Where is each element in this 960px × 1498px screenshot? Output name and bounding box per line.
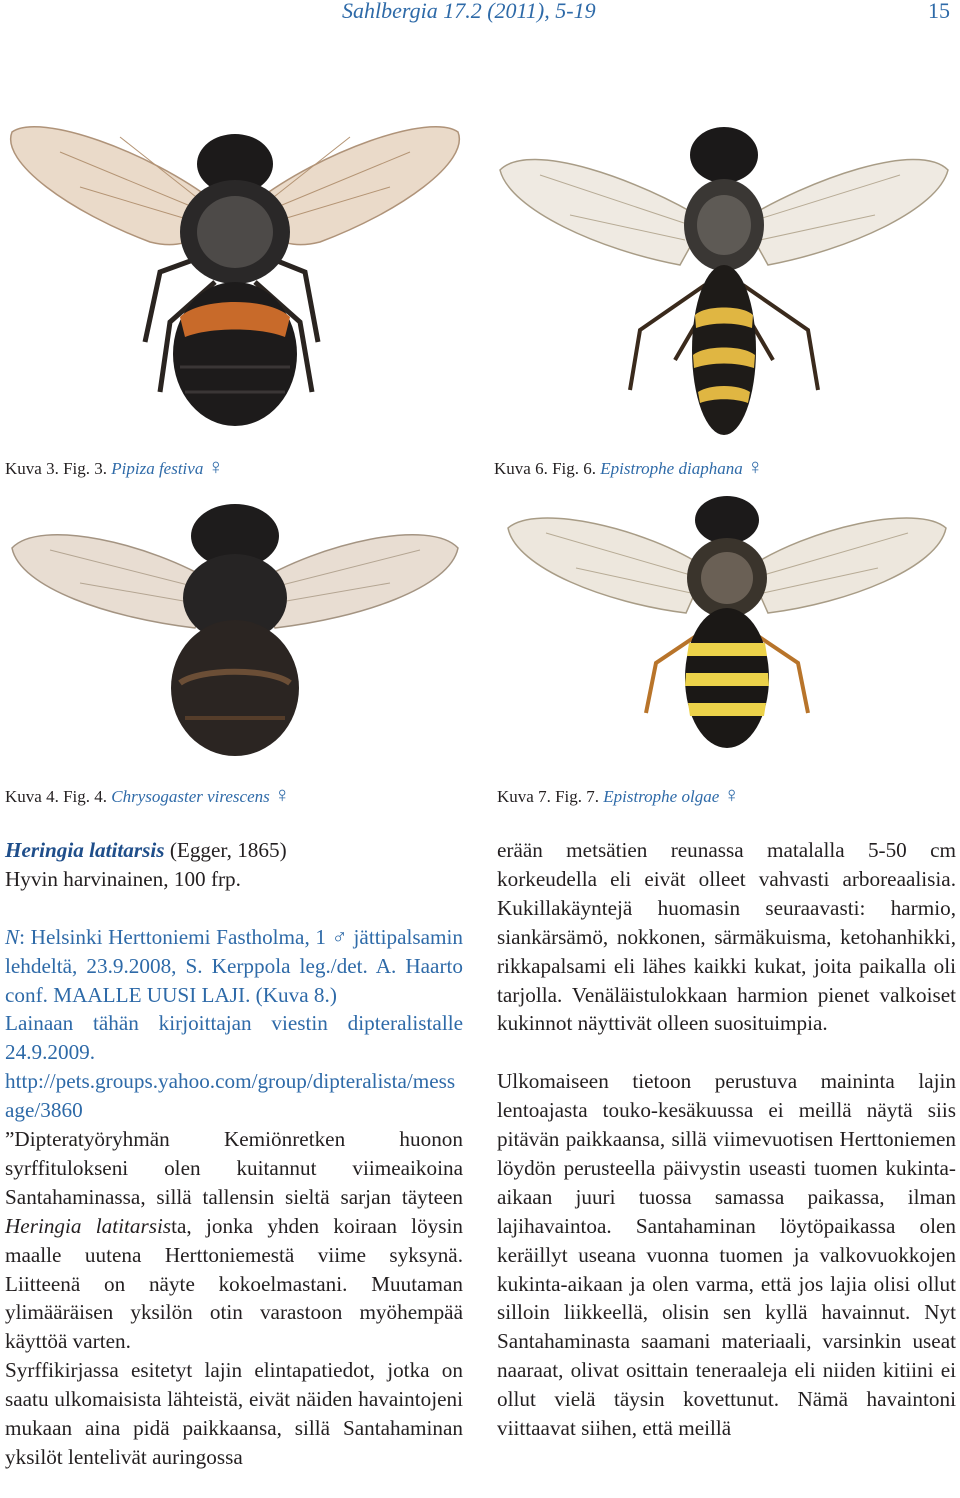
right-paragraph-2: Ulkomaiseen tietoon perustuva maininta lajin lentoajasta touko-kesäkuussa ei meillä näytä siis pitävän paikkaansa, sillä viimevuotisen Herttoniemen löydön perusteella päivystin useasti tuomen kukinta-aikaan juuri tuossa samassa paikassa, ilman lajihavaintoa. Santahaminan löytöpaikassa olen keräillyt useana vuonna tuomen ja valkovuokkojen kukinta-aikaan ja olen varma, että jos lajia olisi ollut silloin liikkeellä, olisin sen kyllä havainnut. Nyt Santahaminasta saamani materiaali, varsinkin useat naaraat, olivat osittain teneraaleja eli niiden kitiini ei ollut vielä täysin kovettunut. Nämä havaintoni viittaavat siihen, että meillä — [497, 1069, 956, 1441]
left-column — [5, 836, 463, 1472]
figure-3-species: Pipiza festiva — [111, 459, 204, 478]
figure-4-species: Chrysogaster virescens — [111, 787, 270, 806]
species-author: (Egger, 1865) — [164, 838, 287, 862]
quote-intro: Lainaan tähän kirjoittajan viestin dipteralistalle 24.9.2009. — [5, 1011, 463, 1065]
female-symbol: ♀ — [746, 454, 764, 479]
figure-7-caption: Kuva 7. Fig. 7. Epistrophe olgae ♀ — [497, 782, 740, 807]
quote-species: Heringia latitarsis — [5, 1213, 172, 1238]
record-paragraph — [5, 923, 463, 1010]
figure-6-species: Epistrophe diaphana — [600, 459, 743, 478]
figure-4-photo — [0, 488, 470, 766]
running-header — [0, 0, 960, 28]
figure-3-photo — [0, 92, 470, 437]
figure-3-caption: Kuva 3. Fig. 3. Pipiza festiva ♀ — [5, 454, 225, 479]
figure-4-caption: Kuva 4. Fig. 4. Chrysogaster virescens ♀ — [5, 782, 291, 807]
figure-7-photo — [496, 488, 958, 766]
female-symbol: ♀ — [723, 782, 740, 807]
right-paragraph-1: erään metsätien reunassa matalalla 5-50 cm korkeudella eli eivät olleet vahvasti arboreaalisia. Kukillakäyntejä huomasin seuraavasti: harmio, siankärsämö, nokkonen, särmäkuisma, ketohanhikki, rikkapalsami eli lähes kaikki kukat, joita paikalla oli tarjolla. Venäläistulokkaan harmion pienet valkoiset kukinnot näyttivät olleen suosituimpia. — [497, 838, 956, 1036]
female-symbol: ♀ — [274, 782, 291, 807]
quote-paragraph: ”Dipteratyöryhmän Kemiönretken huonon syrffitulokseni olen kuitannut viimeaikoina Santahaminassa, sillä tallensin sieltä sarjan täyteen Heringia latitarsista, jonka yhden koiraan löysin maalle uutena Herttoniemestä viime syksynä. Liitteenä on näyte kokoelmastani. Muutaman ylimääräisen yksilön otin varastoon myöhempää käyttöä varten. — [5, 1127, 463, 1354]
figure-6-photo — [490, 100, 958, 440]
paragraph-2: Syrffikirjassa esitetyt lajin elintapatiedot, jotka on saatu ulkomaisista lähteistä, eivät näiden havaintojeni mukaan aina pidä paikkaansa, sillä Santahaminan yksilöt lentelivät auringossa — [5, 1358, 463, 1470]
species-heading-line — [5, 836, 463, 865]
right-column — [497, 836, 956, 1443]
figure-7-species: Epistrophe olgae — [603, 787, 720, 806]
record-region: N — [5, 924, 20, 949]
page-number: 15 — [928, 0, 950, 23]
message-link[interactable]: http://pets.groups.yahoo.com/group/dipteralista/message/3860 — [5, 1069, 456, 1123]
figure-6-caption: Kuva 6. Fig. 6. Epistrophe diaphana ♀ — [494, 454, 764, 479]
female-symbol: ♀ — [207, 454, 225, 479]
journal-title: Sahlbergia 17.2 (2011), 5-19 — [342, 0, 596, 23]
status-line: Hyvin harvinainen, 100 frp. — [5, 866, 241, 891]
species-heading: Heringia latitarsis — [5, 838, 165, 862]
record-text: : Helsinki Herttoniemi Fastholma, 1 ♂ jättipalsamin lehdeltä, 23.9.2008, S. Kerppola leg./det. A. Haarto conf. MAALLE UUSI LAJI. (Kuva 8.) — [5, 924, 463, 1007]
